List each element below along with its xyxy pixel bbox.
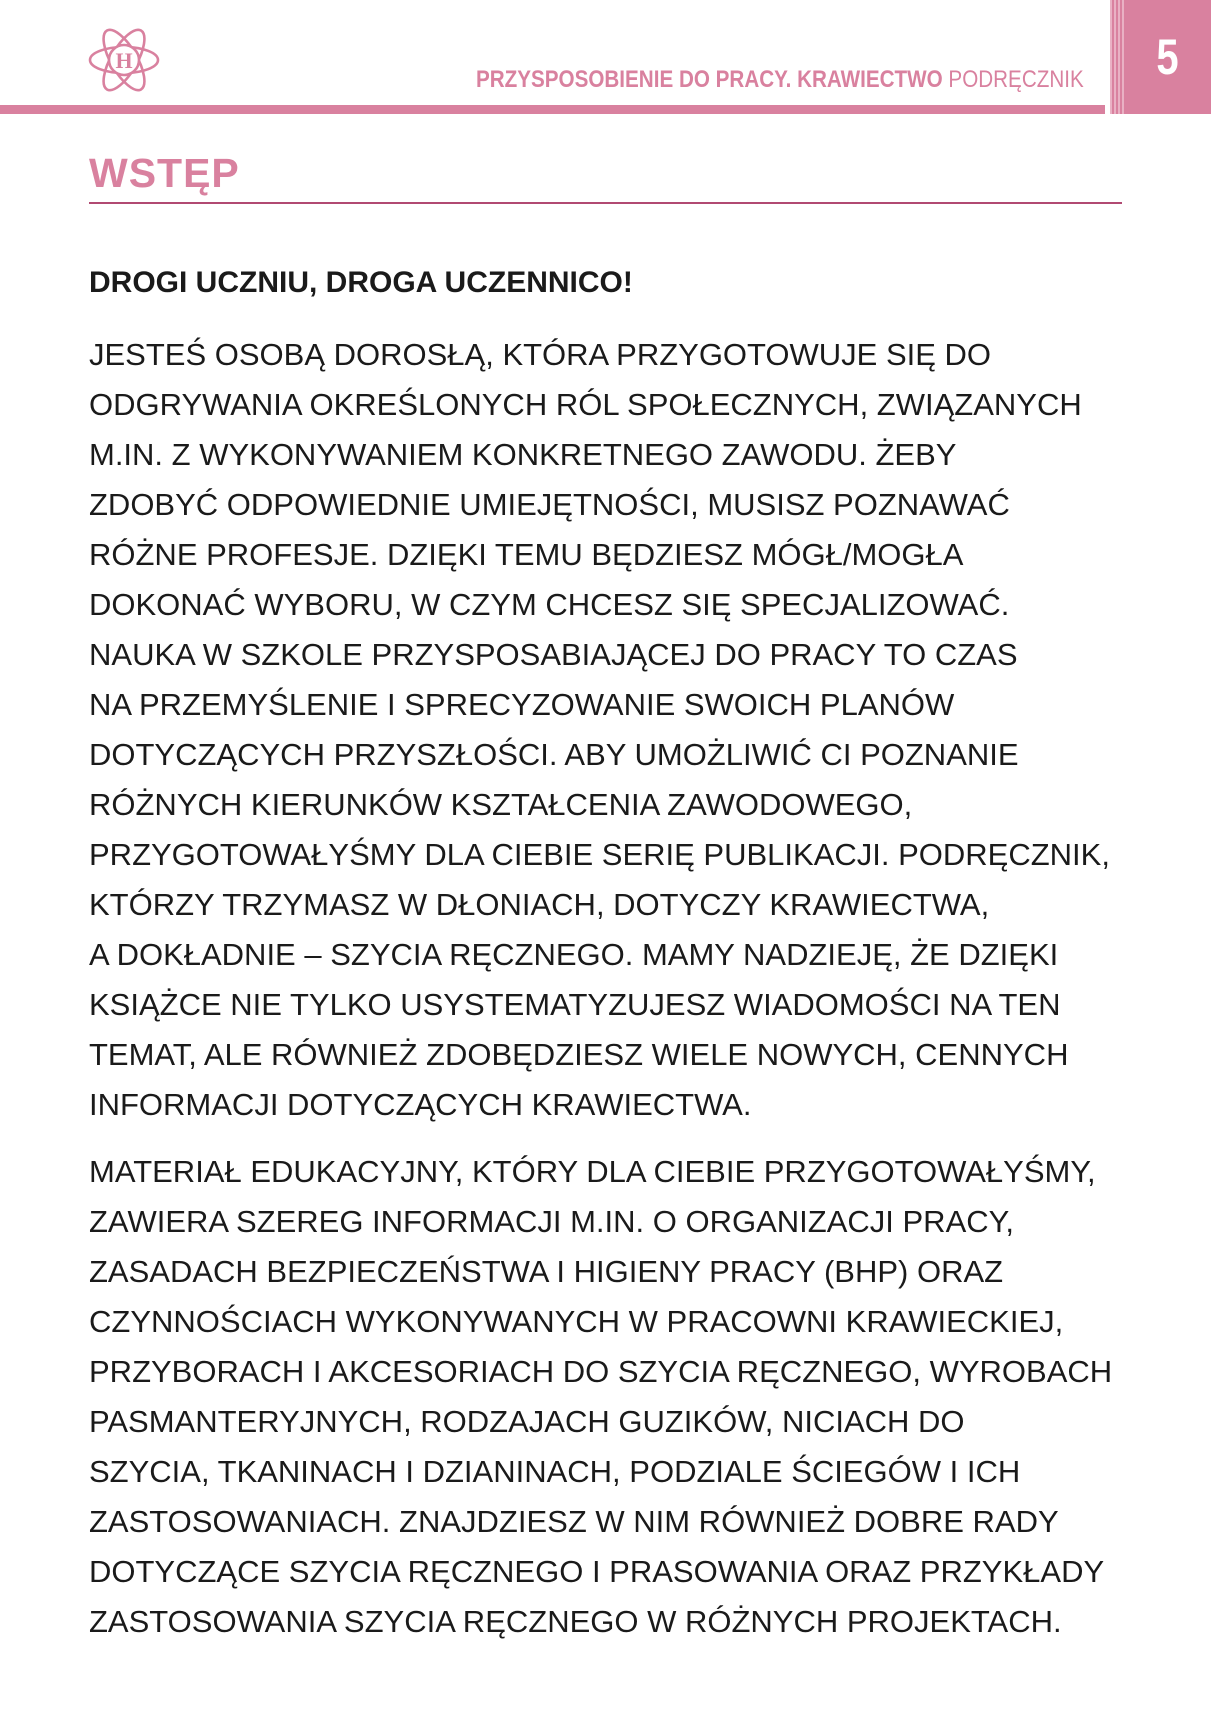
page-tab-stripe (1110, 0, 1124, 114)
paragraph-line: CZYNNOŚCIACH WYKONYWANYCH W PRACOWNI KRAWIECKIEJ, (89, 1304, 1064, 1339)
paragraph-line: RÓŻNYCH KIERUNKÓW KSZTAŁCENIA ZAWODOWEGO, (89, 787, 913, 822)
paragraph-line: A DOKŁADNIE – SZYCIA RĘCZNEGO. MAMY NADZIEJĘ, ŻE DZIĘKI (89, 937, 1059, 972)
book-title-main: PRZYSPOSOBIENIE DO PRACY. KRAWIECTWO (476, 66, 943, 93)
paragraph-line: INFORMACJI DOTYCZĄCYCH KRAWIECTWA. (89, 1087, 752, 1122)
paragraph-line: ZAWIERA SZEREG INFORMACJI M.IN. O ORGANIZACJI PRACY, (89, 1204, 1014, 1239)
intro-paragraph-1 (89, 330, 1110, 1130)
paragraph-line: DOKONAĆ WYBORU, W CZYM CHCESZ SIĘ SPECJALIZOWAĆ. (89, 587, 1010, 622)
section-divider (89, 202, 1122, 204)
logo-letter: H (115, 48, 133, 73)
intro-paragraph-2 (89, 1147, 1112, 1647)
greeting-heading: DROGI UCZNIU, DROGA UCZENNICO! (89, 266, 633, 299)
paragraph-line: ZASADACH BEZPIECZEŃSTWA I HIGIENY PRACY (BHP) ORAZ (89, 1254, 1004, 1289)
paragraph-line: ZASTOSOWANIA SZYCIA RĘCZNEGO W RÓŻNYCH PROJEKTACH. (89, 1604, 1062, 1639)
paragraph-line: NA PRZEMYŚLENIE I SPRECYZOWANIE SWOICH PLANÓW (89, 687, 955, 722)
paragraph-line: TEMAT, ALE RÓWNIEŻ ZDOBĘDZIESZ WIELE NOWYCH, CENNYCH (89, 1037, 1069, 1072)
paragraph-line: ZASTOSOWANIACH. ZNAJDZIESZ W NIM RÓWNIEŻ DOBRE RADY (89, 1504, 1059, 1539)
paragraph-line: SZYCIA, TKANINACH I DZIANINACH, PODZIALE ŚCIEGÓW I ICH (89, 1454, 1021, 1489)
page-number: 5 (1156, 29, 1179, 85)
book-subtitle: PODRĘCZNIK (948, 66, 1084, 93)
publisher-logo-icon (86, 22, 162, 98)
paragraph-line: MATERIAŁ EDUKACYJNY, KTÓRY DLA CIEBIE PRZYGOTOWAŁYŚMY, (89, 1154, 1096, 1189)
paragraph-line: DOTYCZĄCYCH PRZYSZŁOŚCI. ABY UMOŻLIWIĆ CI POZNANIE (89, 737, 1019, 772)
header-divider (0, 105, 1105, 114)
paragraph-line: DOTYCZĄCE SZYCIA RĘCZNEGO I PRASOWANIA ORAZ PRZYKŁADY (89, 1554, 1105, 1589)
paragraph-line: ODGRYWANIA OKREŚLONYCH RÓL SPOŁECZNYCH, ZWIĄZANYCH (89, 387, 1082, 422)
paragraph-line: ZDOBYĆ ODPOWIEDNIE UMIEJĘTNOŚCI, MUSISZ POZNAWAĆ (89, 487, 1010, 522)
paragraph-line: JESTEŚ OSOBĄ DOROSŁĄ, KTÓRA PRZYGOTOWUJE SIĘ DO (89, 337, 992, 372)
paragraph-line: PRZYGOTOWAŁYŚMY DLA CIEBIE SERIĘ PUBLIKACJI. PODRĘCZNIK, (89, 837, 1110, 872)
paragraph-line: M.IN. Z WYKONYWANIEM KONKRETNEGO ZAWODU. ŻEBY (89, 437, 957, 472)
paragraph-line: KSIĄŻCE NIE TYLKO USYSTEMATYZUJESZ WIADOMOŚCI NA TEN (89, 987, 1061, 1022)
section-title: WSTĘP (89, 150, 240, 196)
paragraph-line: NAUKA W SZKOLE PRZYSPOSABIAJĄCEJ DO PRACY TO CZAS (89, 637, 1018, 672)
paragraph-line: PRZYBORACH I AKCESORIACH DO SZYCIA RĘCZNEGO, WYROBACH (89, 1354, 1113, 1389)
paragraph-line: RÓŻNE PROFESJE. DZIĘKI TEMU BĘDZIESZ MÓGŁ/MOGŁA (89, 537, 964, 572)
book-title (476, 66, 1084, 94)
paragraph-line: KTÓRZY TRZYMASZ W DŁONIACH, DOTYCZY KRAWIECTWA, (89, 887, 990, 922)
paragraph-line: PASMANTERYJNYCH, RODZAJACH GUZIKÓW, NICIACH DO (89, 1404, 965, 1439)
